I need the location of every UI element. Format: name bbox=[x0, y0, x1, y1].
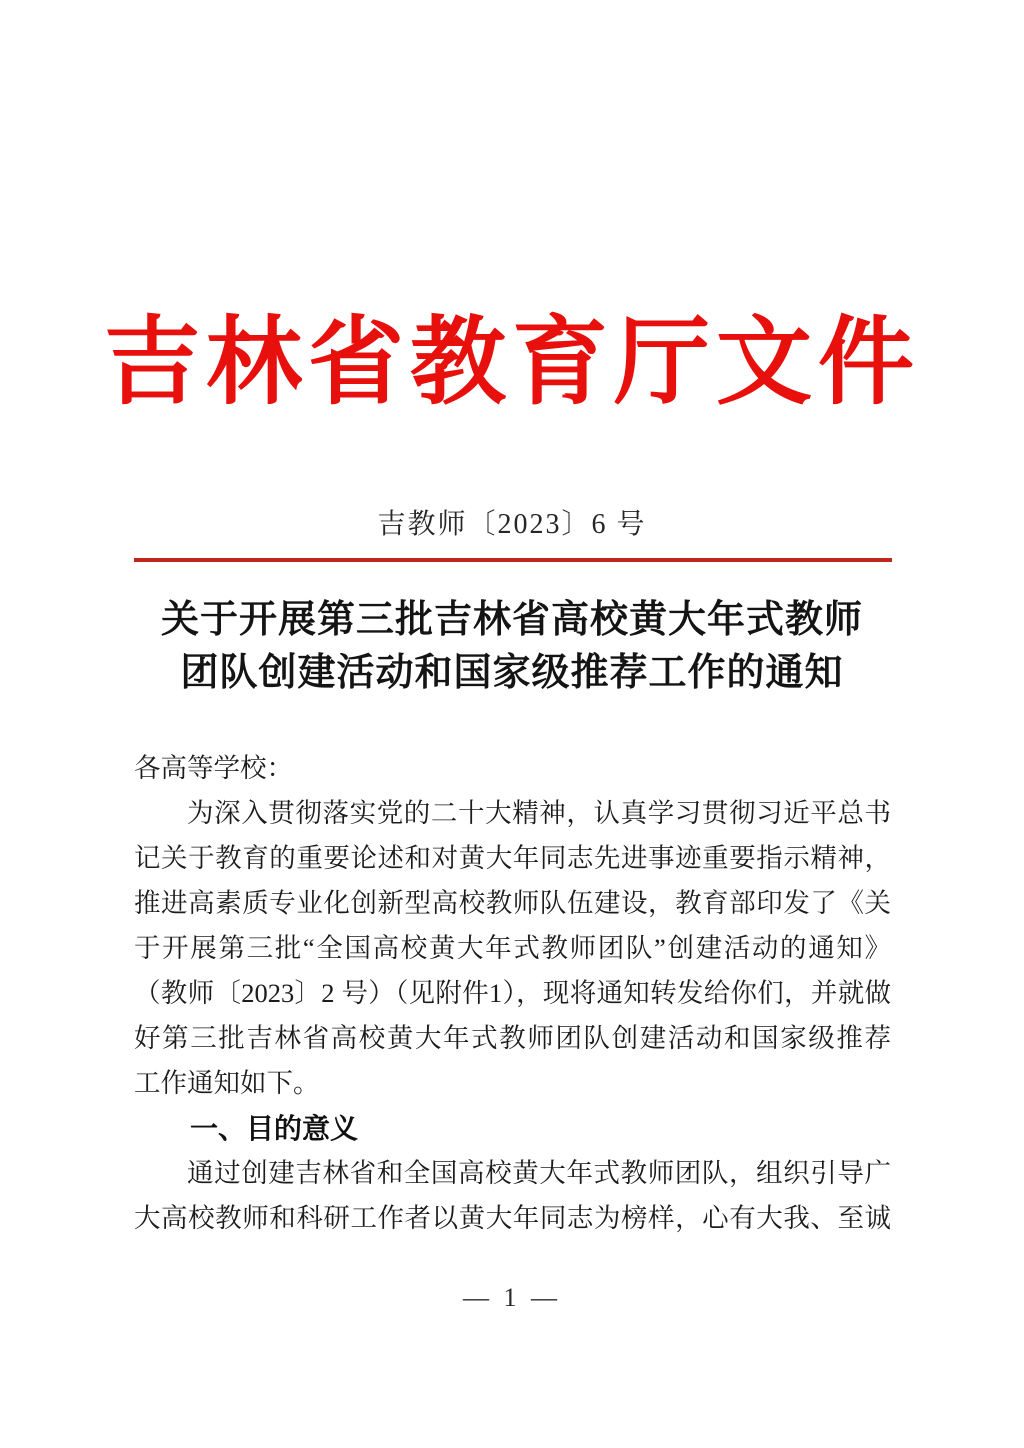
body-line: 为深入贯彻落实党的二十大精神，认真学习贯彻习近平总书 bbox=[187, 798, 891, 828]
body-line: 通过创建吉林省和全国高校黄大年式教师团队，组织引导广 bbox=[187, 1158, 891, 1188]
body-line: （教师〔2023〕2 号）（见附件1），现将通知转发给你们，并就做 bbox=[134, 978, 891, 1008]
body-line: 于开展第三批“全国高校黄大年式教师团队”创建活动的通知》 bbox=[134, 933, 891, 963]
salutation: 各高等学校： bbox=[134, 753, 293, 783]
red-divider-line bbox=[134, 558, 892, 562]
body-line: 好第三批吉林省高校黄大年式教师团队创建活动和国家级推荐 bbox=[134, 1023, 891, 1053]
document-number: 吉教师〔2023〕6 号 bbox=[377, 509, 647, 540]
document-body bbox=[134, 746, 891, 1241]
body-line: 大高校教师和科研工作者以黄大年同志为榜样，心有大我、至诚 bbox=[134, 1203, 891, 1233]
body-line: 推进高素质专业化创新型高校教师队伍建设，教育部印发了《关 bbox=[134, 888, 891, 918]
body-line: 记关于教育的重要论述和对黄大年同志先进事迹重要指示精神， bbox=[134, 843, 891, 873]
document-title bbox=[0, 594, 1024, 700]
section-heading: 一、目的意义 bbox=[190, 1113, 359, 1144]
document-title-line2: 团队创建活动和国家级推荐工作的通知 bbox=[180, 652, 844, 694]
document-title-line1: 关于开展第三批吉林省高校黄大年式教师 bbox=[160, 599, 863, 641]
body-line: 工作通知如下。 bbox=[134, 1068, 320, 1098]
agency-header-title: 吉林省教育厅文件 bbox=[104, 309, 920, 416]
page-number: — 1 — bbox=[463, 1283, 561, 1312]
